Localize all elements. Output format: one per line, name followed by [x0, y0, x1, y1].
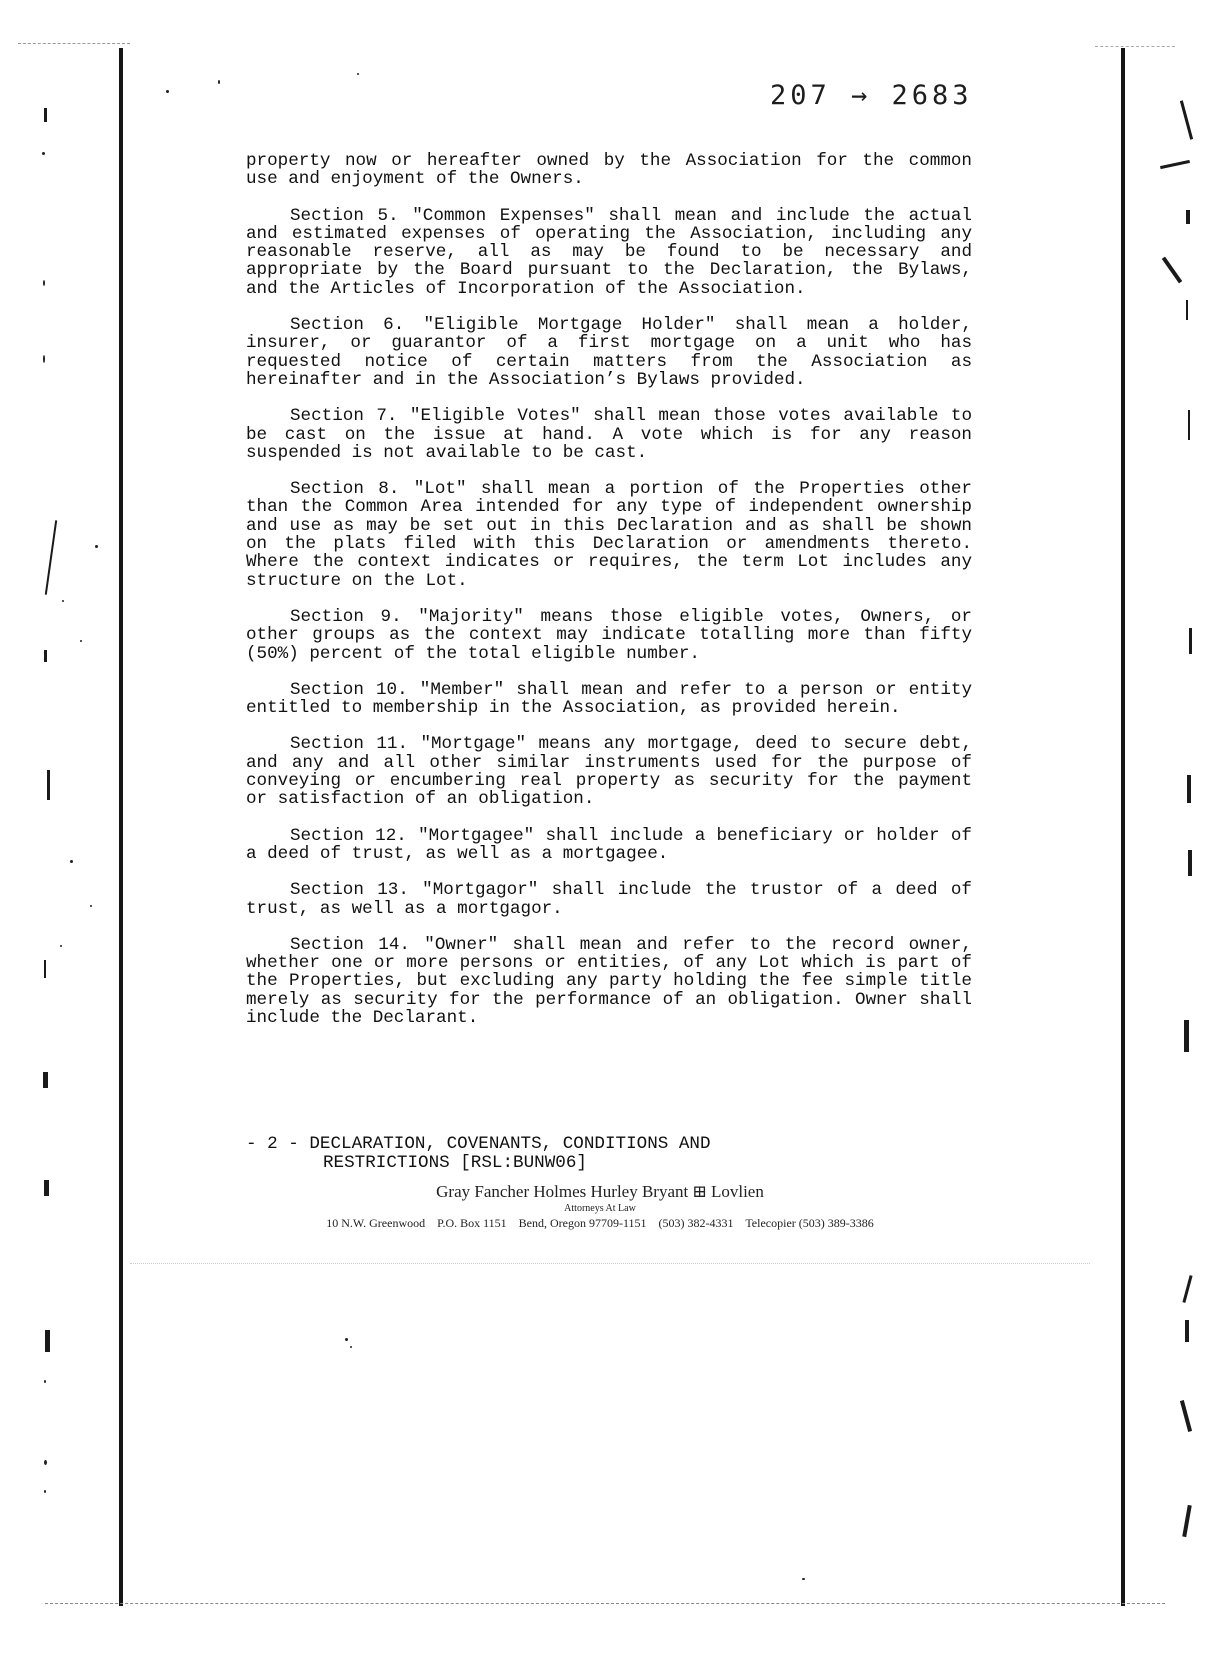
paragraph-section-9: Section 9. "Majority" means those eligible votes, Owners, or other groups as the context may indicate totalling more than fifty (50%) percent of the total eligible number. [246, 606, 972, 664]
page-footer [246, 1135, 866, 1173]
recording-page-number: 207 → 2683 [770, 80, 973, 111]
paragraph-section-14: Section 14. "Owner" shall mean and refer to the record owner, whether one or more persons or entities, of any Lot which is part of the Properties, but excluding any party holding the fee simple title merely as security for the performance of an obligation. Owner shall include the Declarant. [246, 934, 972, 1028]
scan-left-border [119, 48, 123, 1606]
firm-subtitle: Attorneys At Law [564, 1203, 636, 1214]
paragraph-section-5: Section 5. "Common Expenses" shall mean and include the actual and estimated expenses of operating the Association, including any reasonable reserve, all as may be found to be necessary and appropriate by the Board pursuant to the Declaration, the Bylaws, and the Articles of Incorporation of the Association. [246, 205, 972, 299]
scan-bottom-edge [45, 1603, 1165, 1605]
paragraph-section-6: Section 6. "Eligible Mortgage Holder" shall mean a holder, insurer, or guarantor of a first mortgage on a unit who has requested notice of certain matters from the Association as hereinafter and in the Association’s Bylaws provided. [246, 315, 972, 390]
scan-top-right-edge [1095, 46, 1175, 48]
footer-line-1: - 2 - DECLARATION, COVENANTS, CONDITIONS AND [246, 1134, 711, 1154]
paragraph-section-13: Section 13. "Mortgagor" shall include the trustor of a deed of trust, as well as a mortgagor. [246, 880, 972, 919]
firm-name: Gray Fancher Holmes Hurley Bryant ⊞ Lovlien [436, 1182, 764, 1201]
law-firm-letterhead [300, 1182, 900, 1231]
paragraph-section-12: Section 12. "Mortgagee" shall include a beneficiary or holder of a deed of trust, as well as a mortgagee. [246, 825, 972, 864]
scan-fold-line [130, 1263, 1090, 1265]
document-body [246, 152, 972, 1045]
scan-right-border [1121, 48, 1125, 1606]
paragraph-continuation: property now or hereafter owned by the Association for the common use and enjoyment of the Owners. [246, 151, 972, 190]
scan-top-left-edge [18, 43, 130, 45]
paragraph-section-8: Section 8. "Lot" shall mean a portion of the Properties other than the Common Area intended for any type of independent ownership and use as may be set out in this Declaration and as shall be shown on the plats filed with this Declaration or amendments thereto. Where the context indicates or requires, the term Lot includes any structure on the Lot. [246, 479, 972, 591]
footer-line-2: RESTRICTIONS [RSL:BUNW06] [323, 1153, 587, 1173]
paragraph-section-10: Section 10. "Member" shall mean and refer to a person or entity entitled to membership in the Association, as provided herein. [246, 679, 972, 719]
paragraph-section-7: Section 7. "Eligible Votes" shall mean those votes available to be cast on the issue at hand. A vote which is for any reason suspended is not available to be cast. [246, 406, 972, 463]
firm-address: 10 N.W. Greenwood P.O. Box 1151 Bend, Oregon 97709-1151 (503) 382-4331 Telecopier (503) 389-3386 [326, 1216, 874, 1230]
paragraph-section-11: Section 11. "Mortgage" means any mortgage, deed to secure debt, and any and all other similar instruments used for the purpose of conveying or encumbering real property as security for the payment or satisfaction of an obligation. [246, 734, 972, 810]
